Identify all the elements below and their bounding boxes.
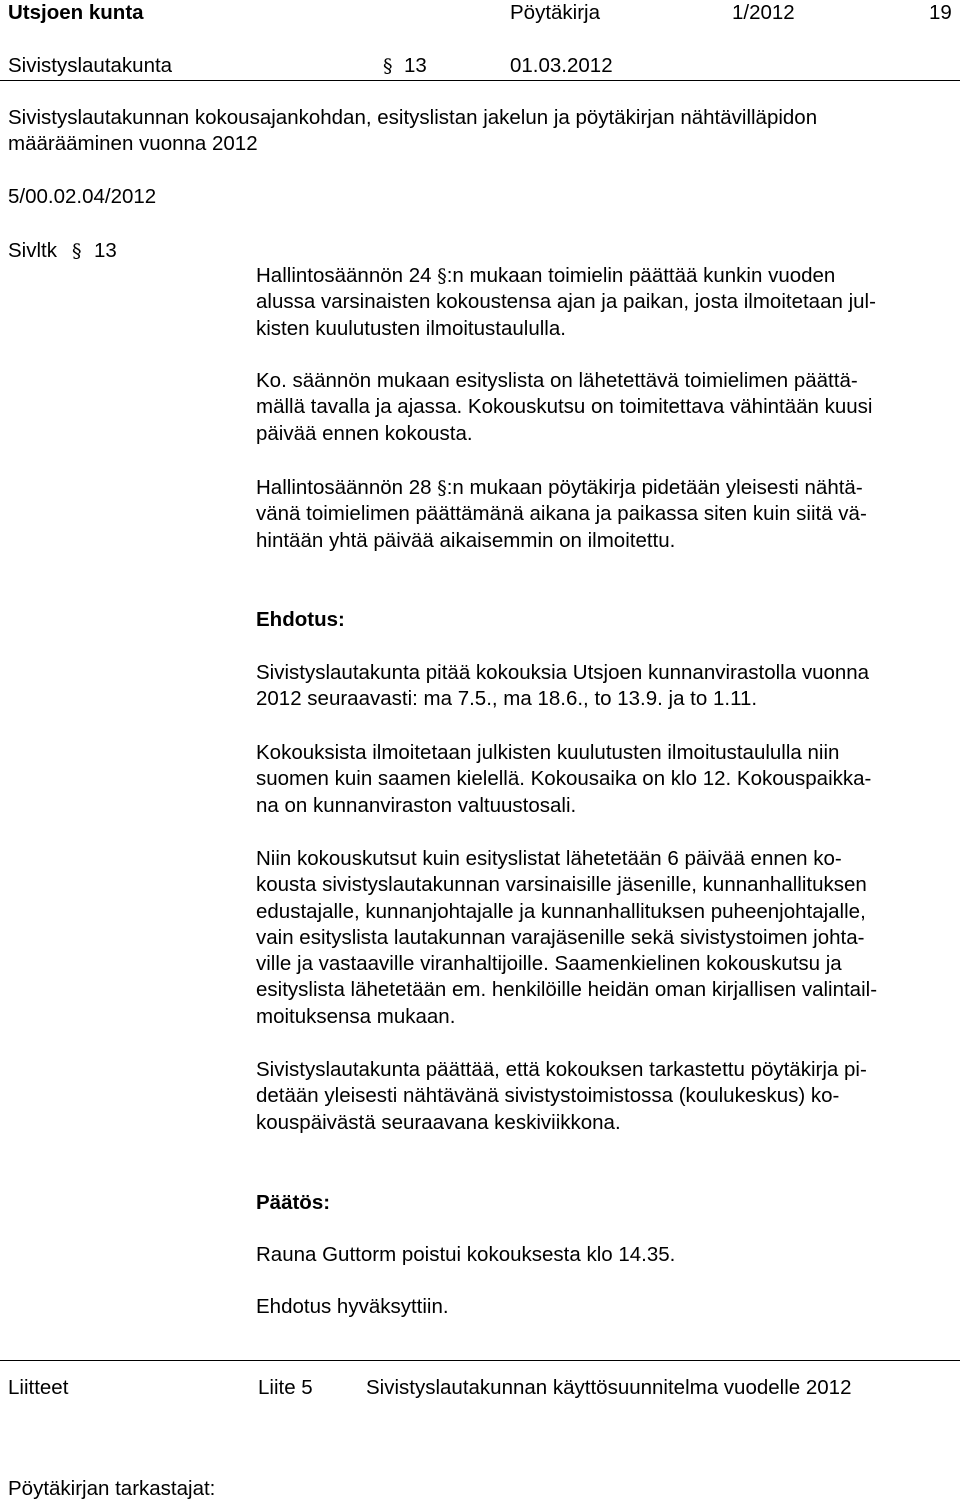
paragraph-3 — [256, 475, 956, 554]
text-line: suomen kuin saamen kielellä. Kokousaika on klo 12. Kokouspaikka- — [256, 767, 872, 791]
document-type: Pöytäkirja — [510, 1, 601, 24]
text-line — [256, 263, 956, 289]
title-line-2: määrääminen vuonna 2012 — [8, 132, 258, 155]
text-line: edustajalle, kunnanjohtajalle ja kunnanhallituksen puheenjohtajalle, — [256, 899, 866, 923]
decision-line-2: Ehdotus hyväksyttiin. — [256, 1295, 449, 1318]
section-symbol: § — [437, 265, 447, 287]
text-segment: :n mukaan toimielin päättää kunkin vuoden — [446, 264, 836, 287]
attachments-rule — [0, 1360, 960, 1361]
paragraph-1 — [256, 263, 956, 342]
text-line: Sivistyslautakunta päättää, että kokouksen tarkastettu pöytäkirja pi- — [256, 1058, 867, 1081]
text-line: mällä tavalla ja ajassa. Kokouskutsu on toimitettava vähintään kuusi — [256, 395, 873, 419]
text-line: kouspäivästä seuraavana keskiviikkona. — [256, 1110, 621, 1134]
text-line — [256, 475, 956, 501]
text-line: Kokouksista ilmoitetaan julkisten kuulutusten ilmoitustaululla niin — [256, 741, 840, 764]
text-line: detään yleisesti nähtävänä sivistystoimistossa (koulukeskus) ko- — [256, 1084, 840, 1108]
title-line-1: Sivistyslautakunnan kokousajankohdan, esityslistan jakelun ja pöytäkirjan nähtävilläpidon — [8, 106, 818, 129]
text-line: na on kunnanviraston valtuustosali. — [256, 793, 577, 817]
text-line: alussa varsinaisten kokoustensa ajan ja paikan, josta ilmoitetaan jul- — [256, 290, 876, 314]
municipality-name: Utsjoen kunta — [8, 1, 144, 24]
text-line: kisten kuulutusten ilmoitustaululla. — [256, 316, 566, 340]
document-number: 1/2012 — [732, 1, 795, 24]
decision-line-1: Rauna Guttorm poistui kokouksesta klo 14.35. — [256, 1243, 676, 1266]
reviewers-label: Pöytäkirjan tarkastajat: — [8, 1477, 216, 1500]
section-number: 13 — [404, 54, 427, 77]
paragraph-6 — [256, 846, 956, 1030]
text-line: Sivistyslautakunta pitää kokouksia Utsjoen kunnanvirastolla vuonna — [256, 661, 870, 684]
page-number: 19 — [929, 1, 952, 24]
meeting-date: 01.03.2012 — [510, 54, 613, 77]
text-line: vänä toimielimen päättämänä aikana ja paikassa siten kuin siitä vä- — [256, 502, 867, 526]
text-line: Niin kokouskutsut kuin esityslistat lähetetään 6 päivää ennen ko- — [256, 847, 842, 870]
paragraph-4 — [256, 660, 956, 713]
text-line: esityslista lähetetään em. henkilöille heidän oman kirjallisen valintail- — [256, 978, 878, 1002]
text-line: Ko. säännön mukaan esityslista on lähetettävä toimielimen päättä- — [256, 369, 858, 392]
record-number: 5/00.02.04/2012 — [8, 185, 157, 208]
text-line: päivää ennen kokousta. — [256, 421, 473, 445]
text-line: moituksensa mukaan. — [256, 1004, 456, 1028]
paragraph-7 — [256, 1057, 956, 1136]
text-line: hintään yhtä päivää aikaisemmin on ilmoitettu. — [256, 528, 676, 552]
attachment-title: Sivistyslautakunnan käyttösuunnitelma vuodelle 2012 — [366, 1376, 852, 1399]
paragraph-2 — [256, 368, 956, 447]
attachment-label: Liite 5 — [258, 1376, 313, 1399]
text-line: vain esityslista lautakunnan varajäsenille sekä sivistystoimen johta- — [256, 925, 865, 949]
text-segment: :n mukaan pöytäkirja pidetään yleisesti nähtä- — [446, 476, 863, 499]
text-line: kousta sivistyslautakunnan varsinaisille jäsenille, kunnanhallituksen — [256, 873, 867, 897]
header-rule — [0, 80, 960, 81]
section-symbol: § — [437, 477, 447, 499]
section-ref-label: Sivltk — [8, 239, 57, 262]
decision-heading: Päätös: — [256, 1191, 331, 1214]
text-segment: Hallintosäännön 24 — [256, 264, 438, 287]
text-line: ville ja vastaaville viranhaltijoille. Saamenkielinen kokouskutsu ja — [256, 952, 842, 976]
section-symbol: § — [383, 55, 393, 77]
paragraph-5 — [256, 740, 956, 819]
section-ref-number: 13 — [94, 239, 117, 262]
attachments-label: Liitteet — [8, 1376, 69, 1399]
proposal-heading: Ehdotus: — [256, 608, 345, 631]
committee-name: Sivistyslautakunta — [8, 54, 173, 77]
section-ref-symbol: § — [72, 240, 82, 262]
text-line: 2012 seuraavasti: ma 7.5., ma 18.6., to 13.9. ja to 1.11. — [256, 687, 758, 711]
text-segment: Hallintosäännön 28 — [256, 476, 438, 499]
